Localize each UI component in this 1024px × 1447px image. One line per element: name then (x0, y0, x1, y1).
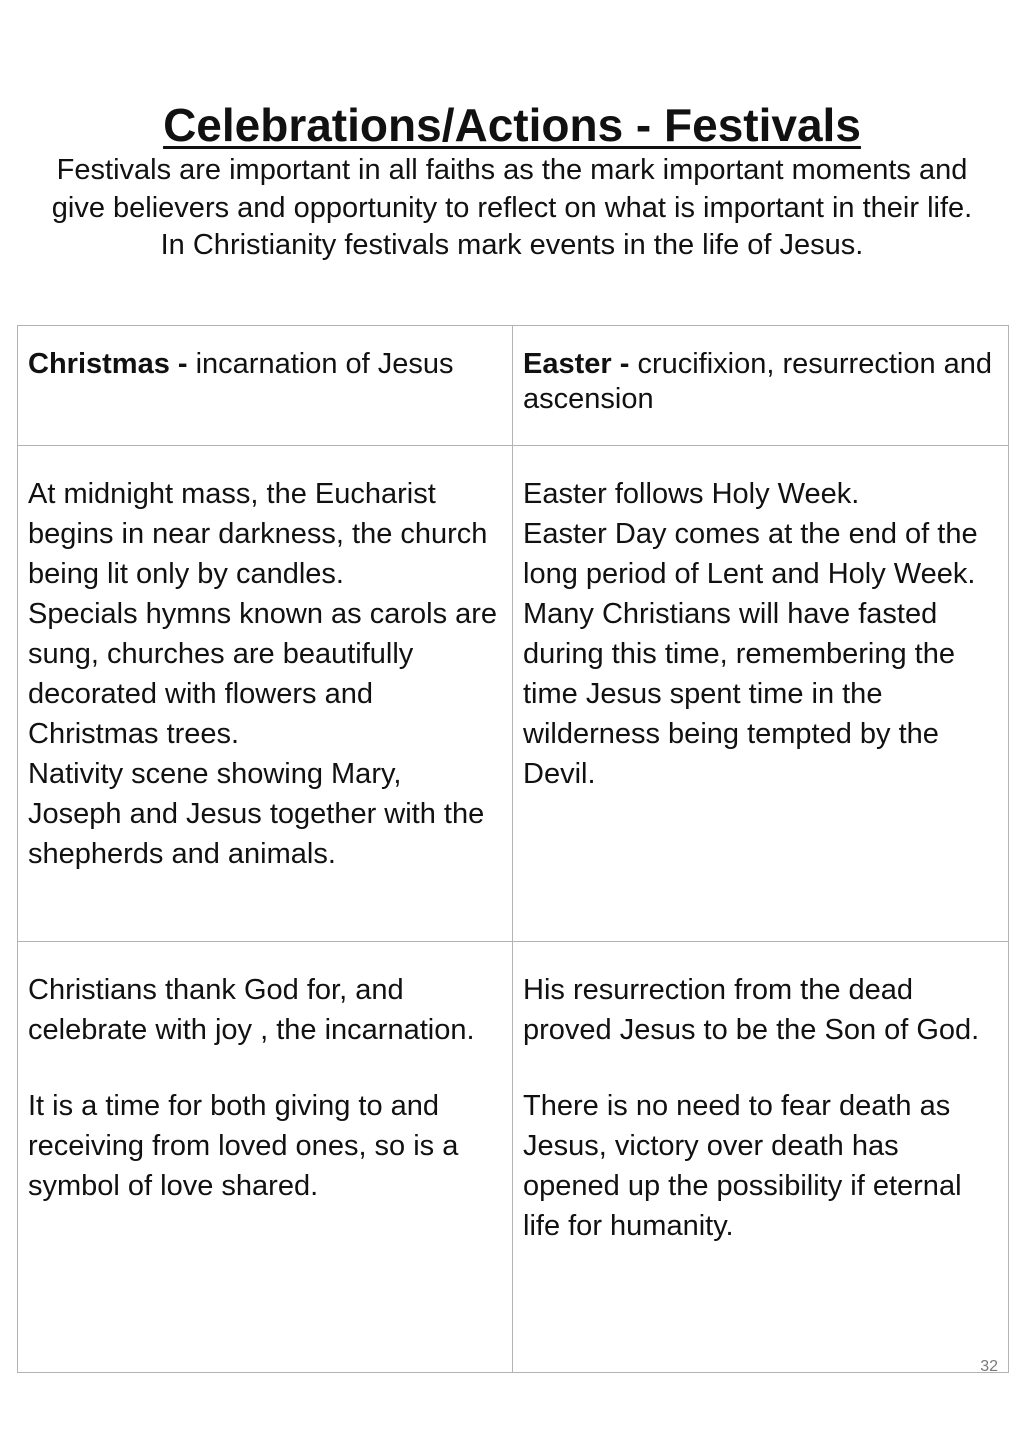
christmas-practice-2: Specials hymns known as carols are sung, churches are beautifully decorated with flowers and Christmas trees. (28, 598, 498, 750)
page-title: Celebrations/Actions - Festivals (163, 99, 861, 151)
easter-meaning-1: His resurrection from the dead proved Jesus to be the Son of God. (523, 974, 980, 1046)
table-header-row (18, 326, 1009, 446)
easter-meaning-cell (513, 942, 1009, 1373)
practices-row (18, 446, 1009, 942)
christmas-subtitle: incarnation of Jesus (187, 348, 454, 380)
easter-name: Easter - (523, 348, 630, 380)
christmas-meaning-2: It is a time for both giving to and receiving from loved ones, so is a symbol of love shared. (28, 1090, 459, 1202)
christmas-meaning-1: Christians thank God for, and celebrate with joy , the incarnation. (28, 974, 475, 1046)
christmas-practices-cell (18, 446, 513, 942)
easter-meaning-2: There is no need to fear death as Jesus, victory over death has opened up the possibility if eternal life for humanity. (523, 1090, 962, 1242)
intro-paragraph: Festivals are important in all faiths as the mark important moments and give believers and opportunity to reflect on what is important in their life. In Christianity festivals mark events in the life of Jesus. (51, 154, 973, 261)
easter-practice-1: Easter follows Holy Week. (523, 478, 860, 510)
easter-practice-3: Many Christians will have fasted during this time, remembering the time Jesus spent time in the wilderness being tempted by the Devil. (523, 598, 955, 790)
easter-header-cell (513, 326, 1009, 446)
meaning-row (18, 942, 1009, 1373)
christmas-header-cell (18, 326, 513, 446)
christmas-name: Christmas - (28, 348, 188, 380)
festivals-table (17, 325, 1009, 1373)
easter-practice-2: Easter Day comes at the end of the long period of Lent and Holy Week. (523, 518, 978, 590)
page-number: 32 (980, 1358, 998, 1375)
christmas-practice-1: At midnight mass, the Eucharist begins in near darkness, the church being lit only by candles. (28, 478, 488, 590)
christmas-practice-3: Nativity scene showing Mary, Joseph and Jesus together with the shepherds and animals. (28, 758, 485, 870)
easter-subtitle: crucifixion, resurrection and ascension (523, 348, 993, 415)
christmas-meaning-cell (18, 942, 513, 1373)
easter-practices-cell (513, 446, 1009, 942)
